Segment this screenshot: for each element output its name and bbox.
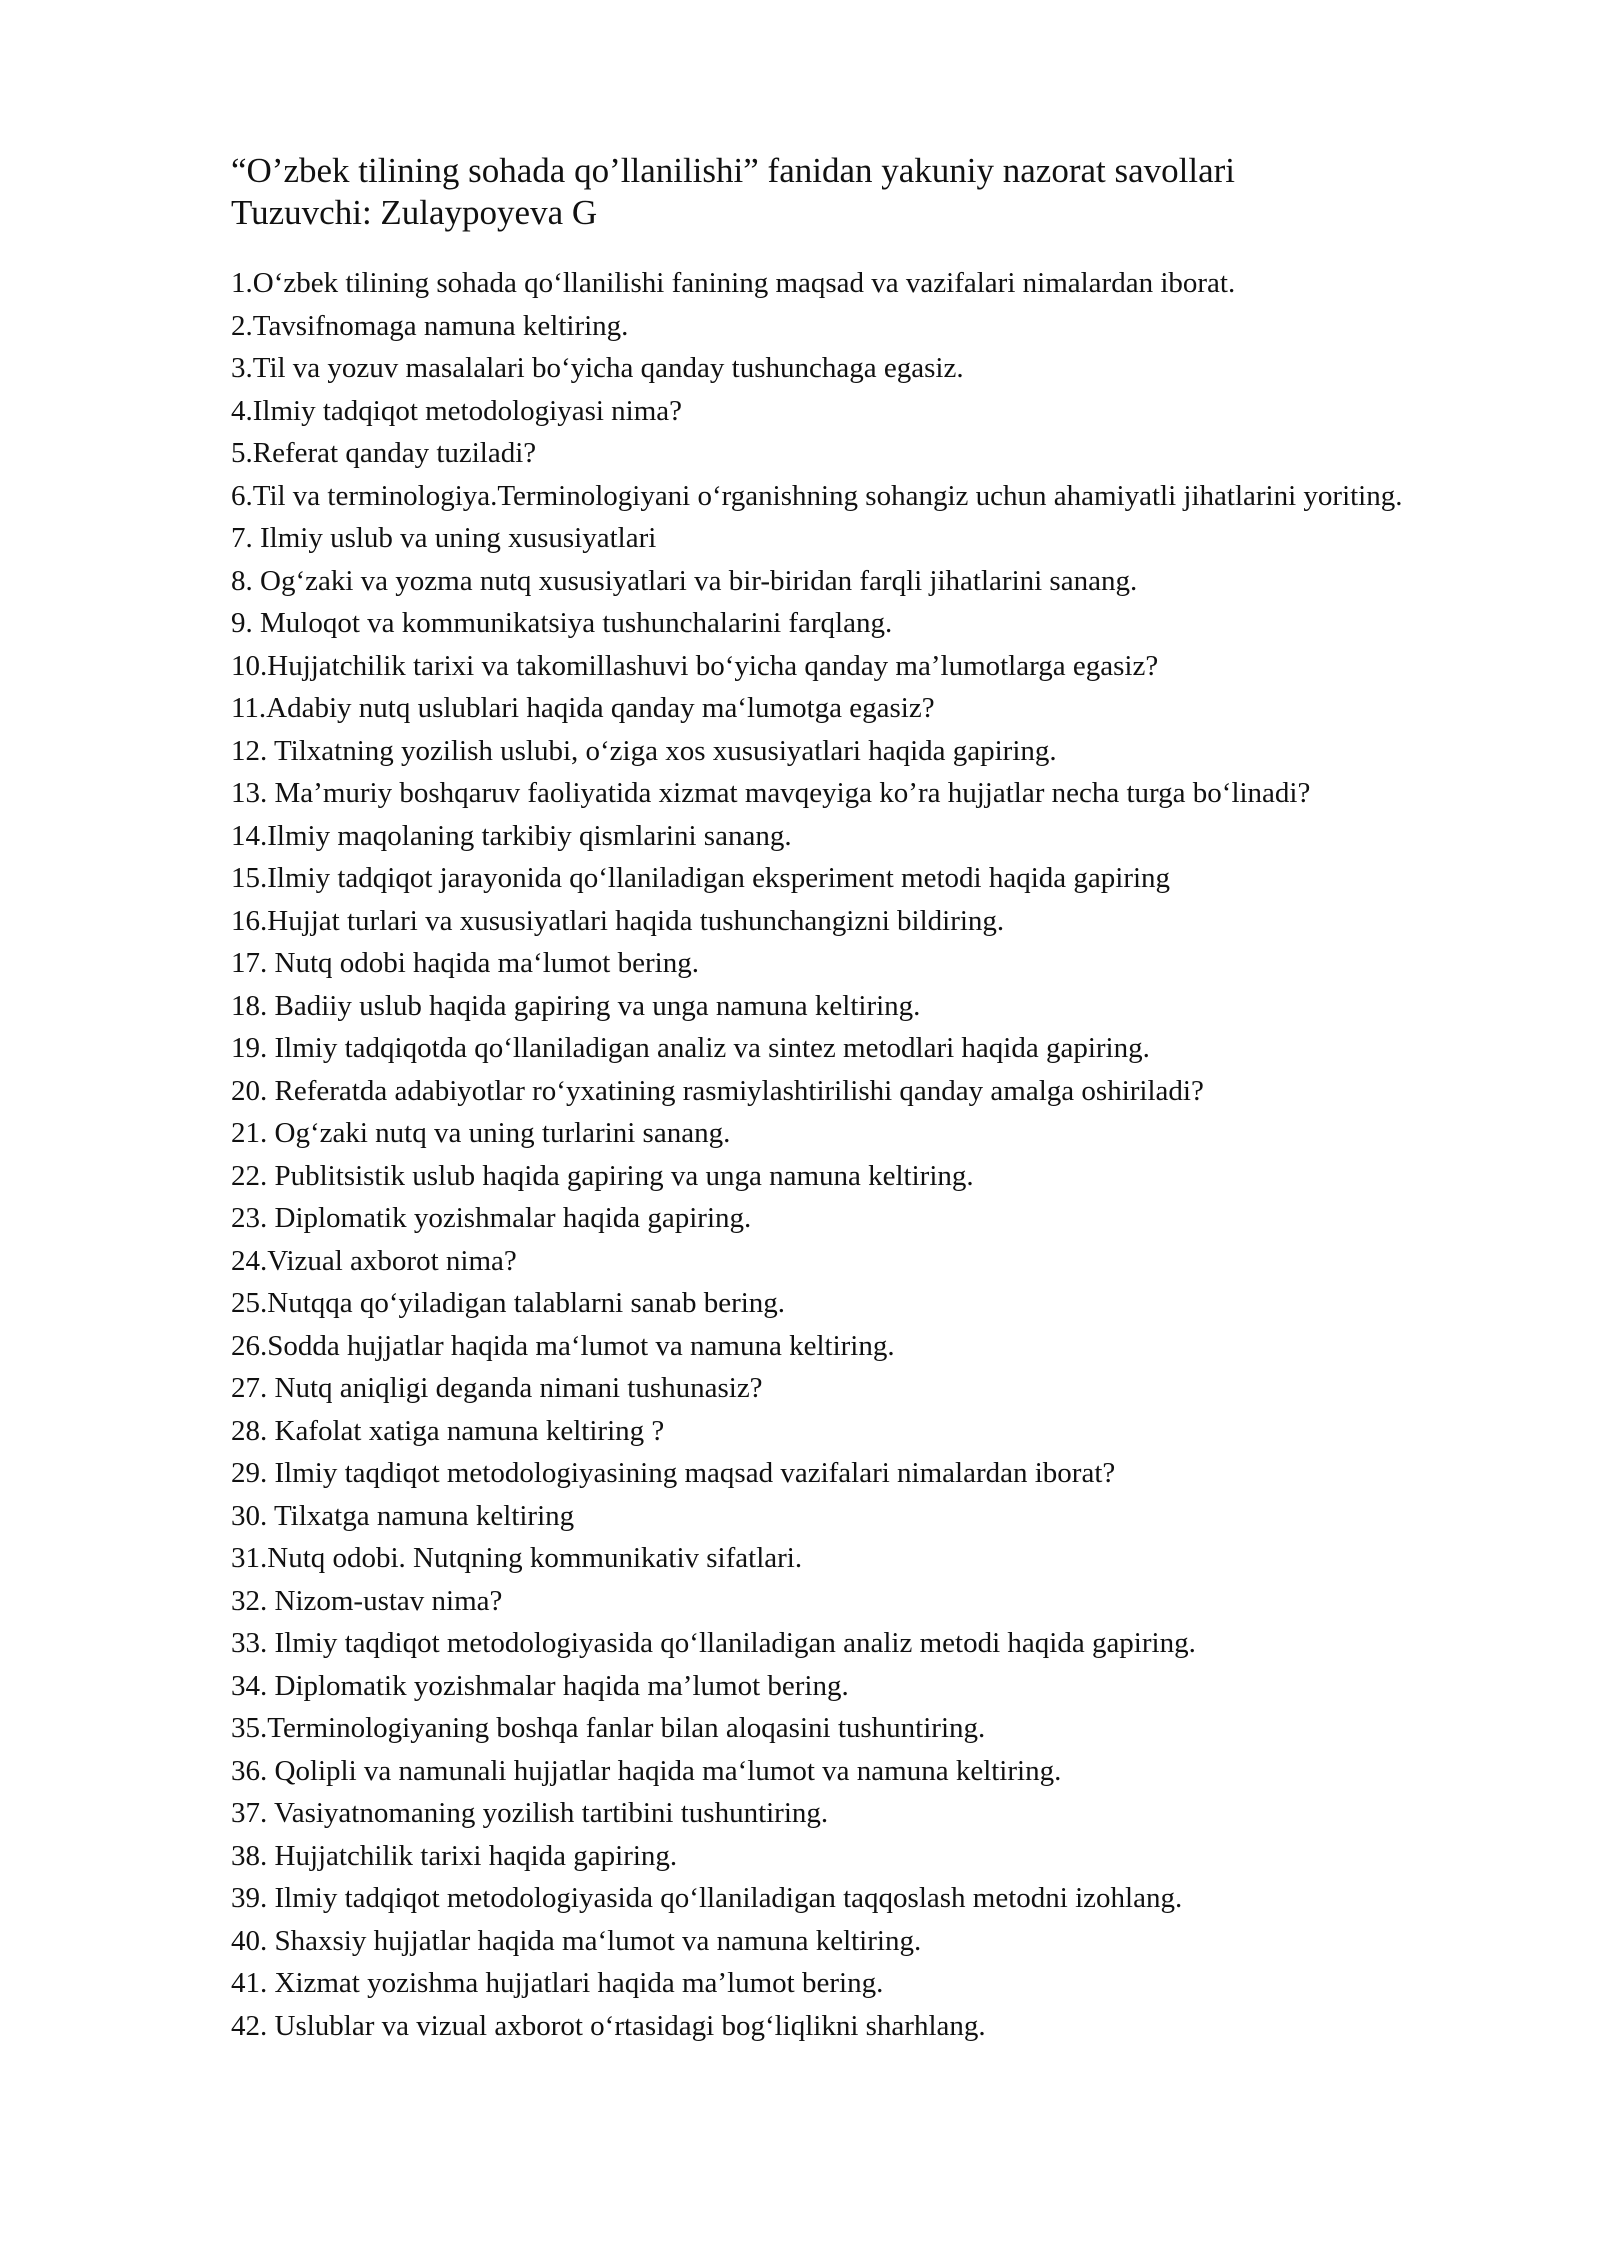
question-item: 35.Terminologiyaning boshqa fanlar bilan aloqasini tushuntiring. xyxy=(231,1712,986,1744)
question-item: 10.Hujjatchilik tarixi va takomillashuvi bo‘yicha qanday ma’lumotlarga egasiz? xyxy=(231,649,1159,682)
question-item: 23. Diplomatik yozishmalar haqida gapiring. xyxy=(231,1202,752,1234)
question-item: 33. Ilmiy taqdiqot metodologiyasida qo‘llaniladigan analiz metodi haqida gapiring. xyxy=(231,1627,1196,1659)
question-item: 42. Uslublar va vizual axborot o‘rtasidagi bog‘liqlikni sharhlang. xyxy=(231,2009,986,2042)
document-title: “O’zbek tilining sohada qo’llanilishi” fanidan yakuniy nazorat savollari xyxy=(231,151,1235,190)
question-item: 37. Vasiyatnomaning yozilish tartibini tushuntiring. xyxy=(231,1797,829,1829)
question-item: 16.Hujjat turlari va xususiyatlari haqida tushunchangizni bildiring. xyxy=(231,904,1005,937)
question-item: 7. Ilmiy uslub va uning xususiyatlari xyxy=(231,522,657,554)
question-item: 36. Qolipli va namunali hujjatlar haqida ma‘lumot va namuna keltiring. xyxy=(231,1754,1062,1787)
question-item: 41. Xizmat yozishma hujjatlari haqida ma’lumot bering. xyxy=(231,1967,884,1999)
question-item: 6.Til va terminologiya.Terminologiyani o‘rganishning sohangiz uchun ahamiyatli jihatlarini yoriting. xyxy=(231,479,1403,512)
question-item: 3.Til va yozuv masalalari bo‘yicha qanday tushunchaga egasiz. xyxy=(231,352,964,384)
question-item: 38. Hujjatchilik tarixi haqida gapiring. xyxy=(231,1839,678,1872)
question-item: 32. Nizom-ustav nima? xyxy=(231,1584,503,1617)
question-item: 28. Kafolat xatiga namuna keltiring ? xyxy=(231,1414,665,1447)
document-page xyxy=(231,150,1501,2047)
question-item: 22. Publitsistik uslub haqida gapiring va unga namuna keltiring. xyxy=(231,1159,974,1192)
question-item: 2.Tavsifnomaga namuna keltiring. xyxy=(231,309,629,342)
question-list xyxy=(231,262,1501,2047)
question-item: 29. Ilmiy taqdiqot metodologiyasining maqsad vazifalari nimalardan iborat? xyxy=(231,1457,1116,1489)
question-item: 15.Ilmiy tadqiqot jarayonida qo‘llaniladigan eksperiment metodi haqida gapiring xyxy=(231,862,1171,894)
question-item: 11.Adabiy nutq uslublari haqida qanday ma‘lumotga egasiz? xyxy=(231,692,935,724)
question-item: 19. Ilmiy tadqiqotda qo‘llaniladigan analiz va sintez metodlari haqida gapiring. xyxy=(231,1032,1150,1064)
question-item: 27. Nutq aniqligi deganda nimani tushunasiz? xyxy=(231,1372,763,1404)
question-item: 39. Ilmiy tadqiqot metodologiyasida qo‘llaniladigan taqqoslash metodni izohlang. xyxy=(231,1882,1183,1914)
question-item: 8. Og‘zaki va yozma nutq xususiyatlari va bir-biridan farqli jihatlarini sanang. xyxy=(231,564,1138,597)
question-item: 4.Ilmiy tadqiqot metodologiyasi nima? xyxy=(231,394,683,427)
question-item: 31.Nutq odobi. Nutqning kommunikativ sifatlari. xyxy=(231,1542,803,1574)
question-item: 14.Ilmiy maqolaning tarkibiy qismlarini sanang. xyxy=(231,819,792,852)
question-item: 1.O‘zbek tilining sohada qo‘llanilishi fanining maqsad va vazifalari nimalardan iborat. xyxy=(231,267,1236,299)
question-item: 21. Og‘zaki nutq va uning turlarini sanang. xyxy=(231,1117,731,1149)
question-item: 40. Shaxsiy hujjatlar haqida ma‘lumot va namuna keltiring. xyxy=(231,1924,922,1957)
author-line: Tuzuvchi: Zulaypoyeva G xyxy=(231,193,598,232)
question-item: 30. Tilxatga namuna keltiring xyxy=(231,1499,575,1532)
question-item: 5.Referat qanday tuziladi? xyxy=(231,437,537,469)
question-item: 12. Tilxatning yozilish uslubi, o‘ziga xos xususiyatlari haqida gapiring. xyxy=(231,734,1057,767)
question-item: 9. Muloqot va kommunikatsiya tushunchalarini farqlang. xyxy=(231,607,893,639)
question-item: 13. Ma’muriy boshqaruv faoliyatida xizmat mavqeyiga ko’ra hujjatlar necha turga bo‘linadi? xyxy=(231,777,1311,809)
question-item: 18. Badiiy uslub haqida gapiring va unga namuna keltiring. xyxy=(231,989,921,1022)
question-item: 20. Referatda adabiyotlar ro‘yxatining rasmiylashtirilishi qanday amalga oshiriladi? xyxy=(231,1074,1204,1107)
question-item: 24.Vizual axborot nima? xyxy=(231,1244,517,1277)
question-item: 34. Diplomatik yozishmalar haqida ma’lumot bering. xyxy=(231,1669,849,1702)
question-item: 25.Nutqqa qo‘yiladigan talablarni sanab bering. xyxy=(231,1287,786,1319)
question-item: 17. Nutq odobi haqida ma‘lumot bering. xyxy=(231,947,699,979)
question-item: 26.Sodda hujjatlar haqida ma‘lumot va namuna keltiring. xyxy=(231,1329,895,1362)
